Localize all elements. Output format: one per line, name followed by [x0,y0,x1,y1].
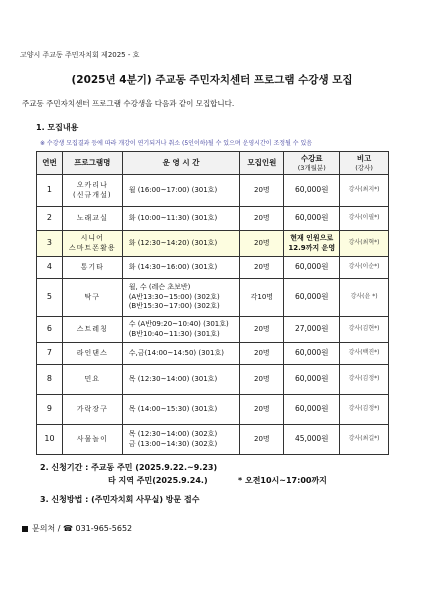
cell-fee: 60,000원 [284,175,340,207]
header-capacity: 모집인원 [240,152,284,175]
page-title: (2025년 4분기) 주교동 주민자치센터 프로그램 수강생 모집 [71,74,353,86]
cell-capacity: 20명 [240,317,284,343]
cell-capacity: 20명 [240,343,284,365]
cell-instructor: 강사(최혁*) [340,231,389,257]
cell-no: 8 [37,365,63,395]
cell-program-name: 스트레칭 [62,317,122,343]
cell-instructor: 강사(최지*) [340,175,389,207]
cell-fee: 60,000원 [284,279,340,317]
apply-period: 2. 신청기간 : 주교동 주민 (2025.9.22.~9.23) [40,463,218,472]
cell-instructor: 강사(이순*) [340,257,389,279]
cell-no: 10 [37,425,63,455]
notice-text: ※ 수강생 모집결과 등에 따라 개강이 연기되거나 취소 (5인이하)될 수 있으며 운영시간이 조정될 수 있음 [40,140,313,147]
document-number: 고양시 주교동 주민자치회 제2025 - 호 [20,51,140,59]
cell-program-name: 노래교실 [62,207,122,231]
cell-instructor: 강사(최길*) [340,425,389,455]
cell-capacity: 20명 [240,207,284,231]
cell-capacity: 20명 [240,257,284,279]
cell-no: 6 [37,317,63,343]
cell-time: 수,금(14:00~14:50) (301호) [122,343,240,365]
cell-capacity: 20명 [240,425,284,455]
cell-time: 월 (16:00~17:00) (301호) [122,175,240,207]
cell-instructor: 강사(윤 *) [340,279,389,317]
cell-no: 3 [37,231,63,257]
program-table [36,151,389,455]
cell-program-name: 사물놀이 [62,425,122,455]
cell-instructor: 강사(김정*) [340,395,389,425]
cell-fee: 현재 인원으로 12.9까지 운영 [284,231,340,257]
header-name: 프로그램명 [62,152,122,175]
table-row [37,317,389,343]
bullet-square-icon [22,526,28,532]
section-heading-recruitment: 1. 모집내용 [36,123,79,132]
cell-capacity: 각10명 [240,279,284,317]
cell-no: 2 [37,207,63,231]
header-time: 운 영 시 간 [122,152,240,175]
contact-text: 문의처 / ☎ 031-965-5652 [32,524,133,533]
cell-time: 수 (A반09:20~10:40) (301호) (B반10:40~11:30) (301호) [122,317,240,343]
intro-text: 주교동 주민자치센터 프로그램 수강생을 다음과 같이 모집합니다. [22,99,235,108]
cell-time: 목 (14:00~15:30) (301호) [122,395,240,425]
table-row [37,395,389,425]
table-row [37,365,389,395]
cell-time: 목 (12:30~14:00) (301호) [122,365,240,395]
table-row [37,425,389,455]
table-row [37,207,389,231]
table-row [37,279,389,317]
contact-line [22,523,132,534]
cell-fee: 60,000원 [284,207,340,231]
table-row [37,175,389,207]
apply-period-other: 타 지역 주민(2025.9.24.) [108,476,208,485]
table-row [37,343,389,365]
cell-capacity: 20명 [240,365,284,395]
header-fee: 수강료 (3개월분) [284,152,340,175]
cell-capacity: 20명 [240,175,284,207]
cell-no: 5 [37,279,63,317]
cell-fee: 45,000원 [284,425,340,455]
cell-instructor: 강사(김정*) [340,365,389,395]
cell-fee: 60,000원 [284,343,340,365]
cell-capacity: 20명 [240,231,284,257]
cell-instructor: 강사(백진*) [340,343,389,365]
cell-time: 화 (14:30~16:00) (301호) [122,257,240,279]
cell-instructor: 강사(이필*) [340,207,389,231]
header-no: 연번 [37,152,63,175]
cell-no: 9 [37,395,63,425]
cell-program-name: 탁구 [62,279,122,317]
apply-period-hours: * 오전10시~17:00까지 [238,476,327,485]
header-note: 비고 (강사) [340,152,389,175]
cell-instructor: 강사(김현*) [340,317,389,343]
apply-method: 3. 신청방법 : (주민자치회 사무실) 방문 접수 [40,495,200,504]
cell-program-name: 시니어 스마트폰활용 [62,231,122,257]
cell-no: 4 [37,257,63,279]
cell-program-name: 라인댄스 [62,343,122,365]
table-header-row [37,152,389,175]
cell-program-name: 통기타 [62,257,122,279]
table-row [37,231,389,257]
cell-fee: 60,000원 [284,257,340,279]
cell-program-name: 민요 [62,365,122,395]
table-row [37,257,389,279]
cell-fee: 60,000원 [284,365,340,395]
cell-capacity: 20명 [240,395,284,425]
cell-time: 월, 수 (레슨 초보반) (A반13:30~15:00) (302호) (B반15:30~17:00) (302호) [122,279,240,317]
cell-program-name: 가락장구 [62,395,122,425]
cell-time: 화 (10:00~11:30) (301호) [122,207,240,231]
cell-time: 화 (12:30~14:20) (301호) [122,231,240,257]
cell-no: 7 [37,343,63,365]
cell-fee: 60,000원 [284,395,340,425]
cell-program-name: 오카리나 (신규개설) [62,175,122,207]
cell-no: 1 [37,175,63,207]
cell-time: 목 (12:30~14:00) (302호) 금 (13:00~14:30) (302호) [122,425,240,455]
cell-fee: 27,000원 [284,317,340,343]
